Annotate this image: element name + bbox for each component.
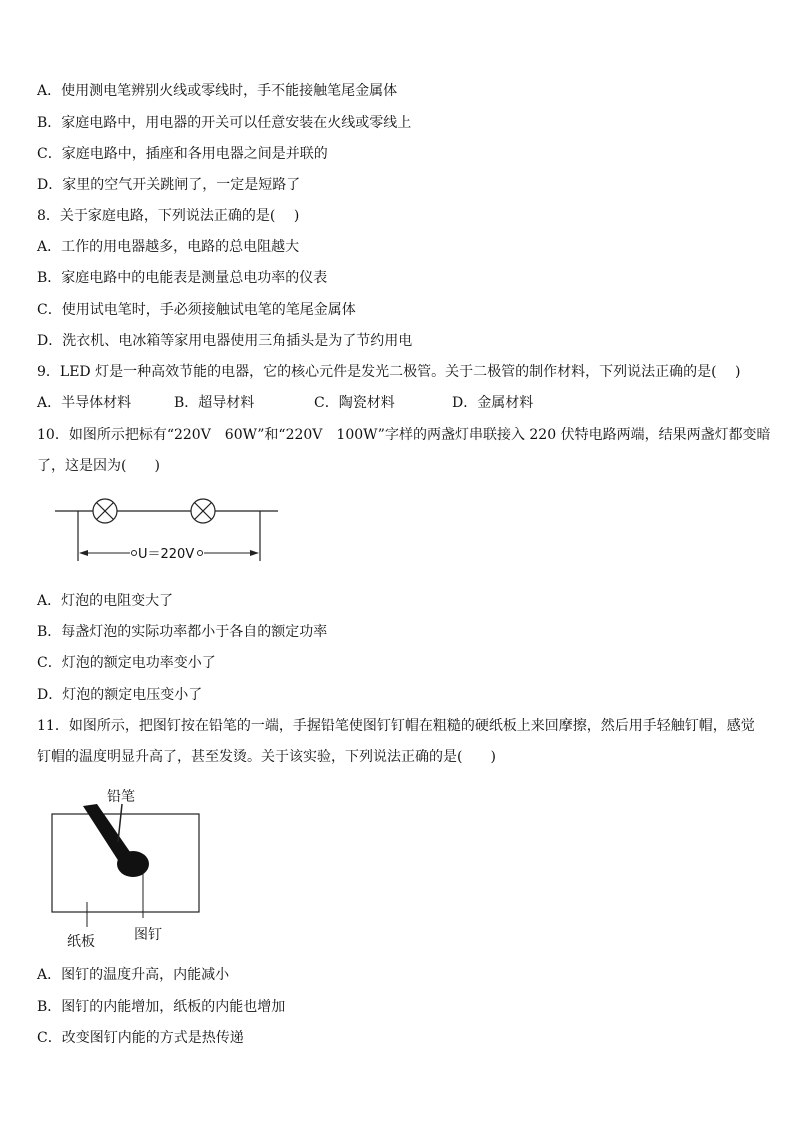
thumbtack-label: 图钉 <box>134 927 162 943</box>
lamp-1-icon <box>93 499 117 523</box>
terminal-dot-left-icon <box>132 551 137 556</box>
q8-option-a: A．工作的用电器越多，电路的总电阻越大 <box>37 239 300 255</box>
q9-options-row <box>37 394 757 412</box>
terminal-dot-right-icon <box>198 551 203 556</box>
q10-option-d: D．灯泡的额定电压变小了 <box>37 687 203 703</box>
q10-stem-line1: 10．如图所示把标有“220V 60W”和“220V 100W”字样的两盏灯串联接入 220 伏特电路两端，结果两盏灯都变暗 <box>37 427 771 443</box>
q10-option-a: A．灯泡的电阻变大了 <box>37 593 174 609</box>
q7-option-c: C．家庭电路中，插座和各用电器之间是并联的 <box>37 146 328 162</box>
q8-option-c: C．使用试电笔时，手必须接触试电笔的笔尾金属体 <box>37 302 356 318</box>
voltage-label: U＝220V <box>138 547 195 562</box>
pencil-thumbtack-figure <box>45 784 210 950</box>
lamp-2-icon <box>191 499 215 523</box>
q11-stem-line2: 钉帽的温度明显升高了，甚至发烫。关于该实验，下列说法正确的是( ) <box>37 749 496 765</box>
q11-option-c: C．改变图钉内能的方式是热传递 <box>37 1030 244 1046</box>
q7-option-a: A．使用测电笔辨别火线或零线时，手不能接触笔尾金属体 <box>37 83 398 99</box>
q11-option-a: A．图钉的温度升高，内能减小 <box>37 967 230 983</box>
q9-stem: 9．LED 灯是一种高效节能的电器，它的核心元件是发光二极管。关于二极管的制作材料，下列说法正确的是( ) <box>37 364 741 380</box>
q9-option-b: B．超导材料 <box>174 395 255 411</box>
left-arrowhead-icon <box>79 550 88 556</box>
q9-option-a: A．半导体材料 <box>37 395 132 411</box>
q8-option-d: D．洗衣机、电冰箱等家用电器使用三角插头是为了节约用电 <box>37 333 413 349</box>
q7-option-d: D．家里的空气开关跳闸了，一定是短路了 <box>37 177 301 193</box>
thumbtack-icon <box>117 851 149 877</box>
q11-option-b: B．图钉的内能增加，纸板的内能也增加 <box>37 999 286 1015</box>
q10-option-c: C．灯泡的额定电功率变小了 <box>37 655 216 671</box>
q9-option-d: D．金属材料 <box>452 395 534 411</box>
q7-option-b: B．家庭电路中，用电器的开关可以任意安装在火线或零线上 <box>37 115 412 131</box>
q11-stem-line1: 11．如图所示，把图钉按在铅笔的一端，手握铅笔使图钉钉帽在粗糙的硬纸板上来回摩擦，然后用手轻触钉帽，感觉 <box>37 718 755 734</box>
right-arrowhead-icon <box>250 550 259 556</box>
pencil-label: 铅笔 <box>107 789 135 805</box>
cardboard-label: 纸板 <box>67 934 95 950</box>
q8-option-b: B．家庭电路中的电能表是测量总电功率的仪表 <box>37 270 328 286</box>
series-lamp-circuit-figure <box>50 493 290 571</box>
q8-stem: 8．关于家庭电路，下列说法正确的是( ) <box>37 208 300 224</box>
q9-option-c: C．陶瓷材料 <box>314 395 395 411</box>
q10-stem-line2: 了，这是因为( ) <box>37 458 160 474</box>
q10-option-b: B．每盏灯泡的实际功率都小于各自的额定功率 <box>37 624 328 640</box>
